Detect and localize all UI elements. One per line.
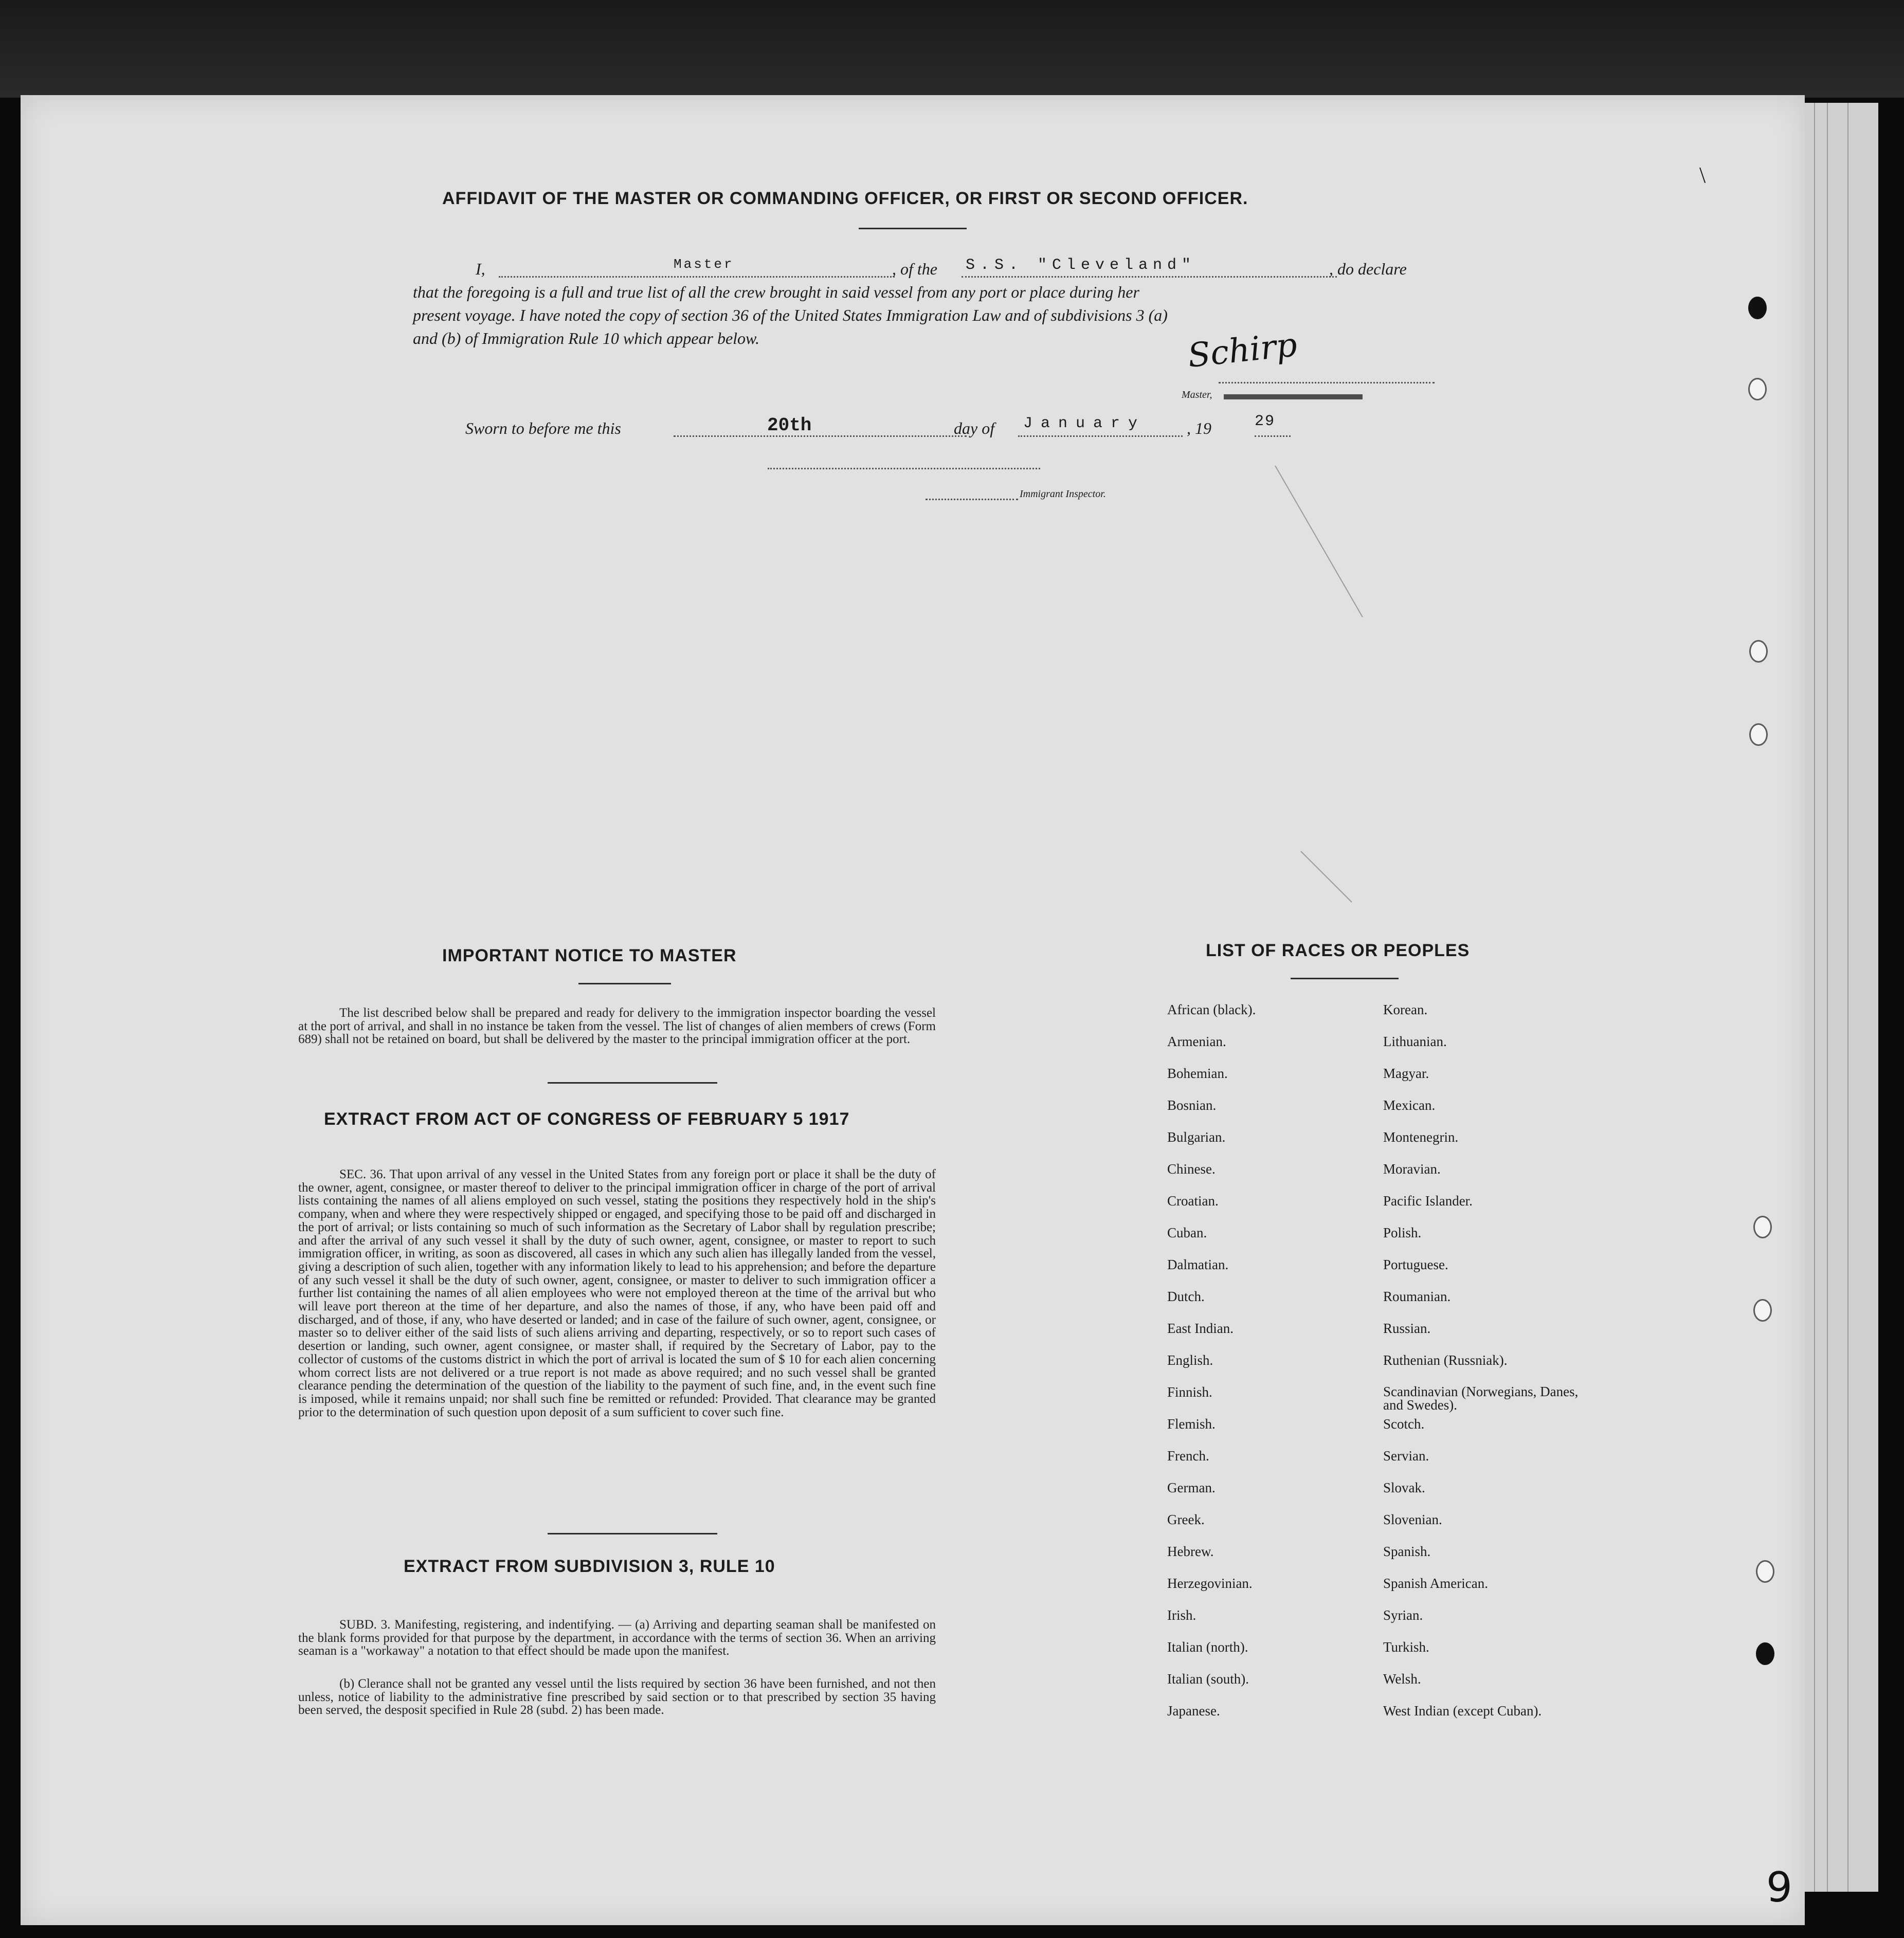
punch-hole: [1749, 640, 1768, 663]
year-prefix-label: , 19: [1187, 419, 1211, 437]
punch-hole: [1753, 1299, 1772, 1322]
corner-page-number: 9: [1766, 1863, 1792, 1911]
race-item: Scandinavian (Norwegians, Danes, and Swedes).: [1383, 1384, 1579, 1413]
vessel-name-value: S.S. "Cleveland": [966, 257, 1196, 274]
race-item: Lithuanian.: [1383, 1034, 1447, 1049]
race-item: Syrian.: [1383, 1607, 1423, 1623]
race-item: Hebrew.: [1167, 1544, 1214, 1559]
race-item: Korean.: [1383, 1002, 1428, 1017]
affidavit-i-label: I,: [476, 260, 485, 278]
race-item: Flemish.: [1167, 1416, 1216, 1432]
punch-hole: [1748, 378, 1767, 400]
race-item: Armenian.: [1167, 1034, 1226, 1049]
struck-out-text: [1224, 394, 1363, 399]
race-item: Croatian.: [1167, 1193, 1219, 1209]
inspector-line-1: [768, 468, 1040, 469]
margin-tick-mark: \: [1699, 162, 1706, 188]
race-item: Moravian.: [1383, 1161, 1441, 1177]
sworn-label: Sworn to before me this: [465, 419, 621, 437]
punch-hole: [1756, 1560, 1774, 1583]
race-item: Scotch.: [1383, 1416, 1425, 1432]
year-field: [1255, 435, 1291, 437]
race-item: Bosnian.: [1167, 1098, 1217, 1113]
extract-act-title: EXTRACT FROM ACT OF CONGRESS OF FEBRUARY 5 1917: [324, 1109, 850, 1129]
signature-line: [1219, 382, 1435, 383]
race-item: Finnish.: [1167, 1384, 1212, 1400]
race-item: East Indian.: [1167, 1321, 1234, 1336]
race-item: Portuguese.: [1383, 1257, 1448, 1272]
race-item: Dutch.: [1167, 1289, 1205, 1304]
extract-rule-title: EXTRACT FROM SUBDIVISION 3, RULE 10: [404, 1557, 775, 1576]
notice-title-rule: [578, 983, 671, 984]
affidavit-title-rule: [859, 228, 967, 229]
race-item: Welsh.: [1383, 1671, 1421, 1687]
race-item: French.: [1167, 1448, 1209, 1464]
affidavit-line-4: and (b) of Immigration Rule 10 which appear below.: [413, 329, 759, 348]
races-title-rule: [1291, 978, 1399, 979]
affidavit-line-2: that the foregoing is a full and true list of all the crew brought in said vessel from any port or place during her: [413, 283, 1139, 301]
race-item: Ruthenian (Russniak).: [1383, 1352, 1508, 1368]
document-page: [21, 95, 1805, 1925]
notice-text: The list described below shall be prepared and ready for delivery to the immigration inspector boarding the vessel at the port of arrival, and shall in no instance be taken from the vessel. The list of changes of alien members of crews (Form 689) shall not be retained on board, but shall be delivered by the master to the principal immigration officer at the port.: [298, 1006, 936, 1047]
subdivision-3a-text: SUBD. 3. Manifesting, registering, and indentifying. — (a) Arriving and departing seaman shall be manifested on the blank forms provided for that purpose by the department, in accordance with the terms of section 36. When an arriving seaman is a "workaway" a notation to that effect should be made upon the manifest.: [298, 1618, 936, 1658]
races-left-column: [1167, 1002, 1256, 1735]
race-item: Pacific Islander.: [1383, 1193, 1473, 1209]
race-item: Montenegrin.: [1383, 1129, 1459, 1145]
notice-divider: [548, 1082, 717, 1084]
race-item: Spanish American.: [1383, 1576, 1488, 1591]
race-item: Cuban.: [1167, 1225, 1207, 1240]
race-item: Roumanian.: [1383, 1289, 1451, 1304]
day-value: 20th: [767, 415, 812, 436]
master-label: Master,: [1182, 389, 1212, 400]
race-item: African (black).: [1167, 1002, 1256, 1017]
race-item: Spanish.: [1383, 1544, 1431, 1559]
race-item: Bulgarian.: [1167, 1129, 1226, 1145]
race-item: Mexican.: [1383, 1098, 1436, 1113]
month-value: January: [1023, 415, 1146, 432]
race-item: Magyar.: [1383, 1066, 1429, 1081]
punch-hole: [1753, 1216, 1772, 1238]
race-item: Italian (north).: [1167, 1639, 1248, 1655]
race-item: Turkish.: [1383, 1639, 1429, 1655]
pencil-mark: [1300, 851, 1352, 902]
extract-act-divider: [548, 1533, 717, 1534]
race-item: Herzegovinian.: [1167, 1576, 1253, 1591]
day-field: [674, 435, 967, 437]
month-field: [1018, 435, 1183, 437]
sec-36-text: SEC. 36. That upon arrival of any vessel in the United States from any foreign port or place it shall be the duty of the owner, agent, consignee, or master thereof to deliver to the principal immigration officer in charge of the port of arrival lists containing the names of all aliens employed on such vessel, stating the positions they respectively hold in the ship's company, when and where they were respectively shipped or engaged, and specifying those to be paid off and discharged in the port of arrival; or lists containing so much of such information as the Secretary of Labor shall by regulation prescribe; and after the arrival of any such vessel it shall by the duty of such owner, agent, consignee, or master to report to such immigration officer, in writing, as soon as discovered, all cases in which any such alien has illegally landed from the vessel, giving a description of such alien, together with any information likely to lead to his apprehension; and before the departure of any such vessel it shall be the duty of such owner, agent, consignee, or master to deliver to such immigration officer a further list containing the names of all alien employees who were not employed thereon at the time of the arrival but who will leave port thereon at the time of her departure, and also the names of those, if any, who have been paid off and discharged, and of those, if any, who have deserted or landed; and in case of the failure of such owner, agent, consignee, or master so to deliver either of the said lists of such aliens arriving and departing, respectively, or so to report such cases of desertion or landing, such owner, agent consignee, or master shall, if required by the Secretary of Labor, pay to the collector of customs of the customs district in which the port of arrival is located the sum of $ 10 for each alien concerning whom correct lists are not delivered or a true report is not made as above required; and no such vessel shall be granted clearance pending the determination of the question of the liability to the payment of such fine, and, in the event such fine is imposed, while it remains unpaid; nor shall such fine be remitted or refunded: Provided. That clearance may be granted prior to the determination of such question upon deposit of a sum sufficient to cover such fine.: [298, 1167, 936, 1419]
scanner-background: [0, 0, 1904, 98]
inspector-line-2: [926, 499, 1018, 500]
of-the-label: , of the: [892, 260, 937, 278]
declare-label: , do declare: [1329, 260, 1407, 278]
punch-hole: [1756, 1642, 1774, 1665]
affidavit-title: AFFIDAVIT OF THE MASTER OR COMMANDING OFFICER, OR FIRST OR SECOND OFFICER.: [442, 189, 1248, 208]
master-signature: Schirp: [1186, 326, 1299, 375]
vessel-field: [962, 276, 1337, 278]
inspector-label: Immigrant Inspector.: [1020, 488, 1106, 500]
race-item: Polish.: [1383, 1225, 1422, 1240]
race-item: Servian.: [1383, 1448, 1429, 1464]
race-item: Japanese.: [1167, 1703, 1220, 1718]
race-item: West Indian (except Cuban).: [1383, 1703, 1542, 1718]
punch-hole: [1749, 723, 1768, 746]
officer-title-value: Master: [674, 257, 734, 272]
pencil-mark: [1275, 466, 1363, 617]
race-item: Greek.: [1167, 1512, 1205, 1527]
race-item: English.: [1167, 1352, 1213, 1368]
year-value: 29: [1255, 413, 1276, 430]
notice-title: IMPORTANT NOTICE TO MASTER: [442, 946, 737, 965]
race-item: German.: [1167, 1480, 1216, 1495]
race-item: Irish.: [1167, 1607, 1196, 1623]
races-title: LIST OF RACES OR PEOPLES: [1206, 941, 1470, 960]
punch-hole: [1748, 297, 1767, 319]
day-of-label: day of: [954, 419, 995, 437]
affidavit-line-3: present voyage. I have noted the copy of section 36 of the United States Immigration Law and of subdivisions 3 (a): [413, 306, 1168, 324]
race-item: Chinese.: [1167, 1161, 1216, 1177]
race-item: Russian.: [1383, 1321, 1431, 1336]
race-item: Bohemian.: [1167, 1066, 1228, 1081]
races-right-column: [1383, 1002, 1579, 1735]
race-item: Dalmatian.: [1167, 1257, 1229, 1272]
subdivision-3b-text: (b) Clerance shall not be granted any vessel until the lists required by section 36 have been furnished, and not then unless, notice of liability to the administrative fine prescribed by said section or to that prescribed by section 35 having been served, the desposit specified in Rule 28 (subd. 2) has been made.: [298, 1677, 936, 1717]
race-item: Italian (south).: [1167, 1671, 1249, 1687]
race-item: Slovak.: [1383, 1480, 1425, 1495]
race-item: Slovenian.: [1383, 1512, 1442, 1527]
officer-title-field: [499, 276, 895, 278]
